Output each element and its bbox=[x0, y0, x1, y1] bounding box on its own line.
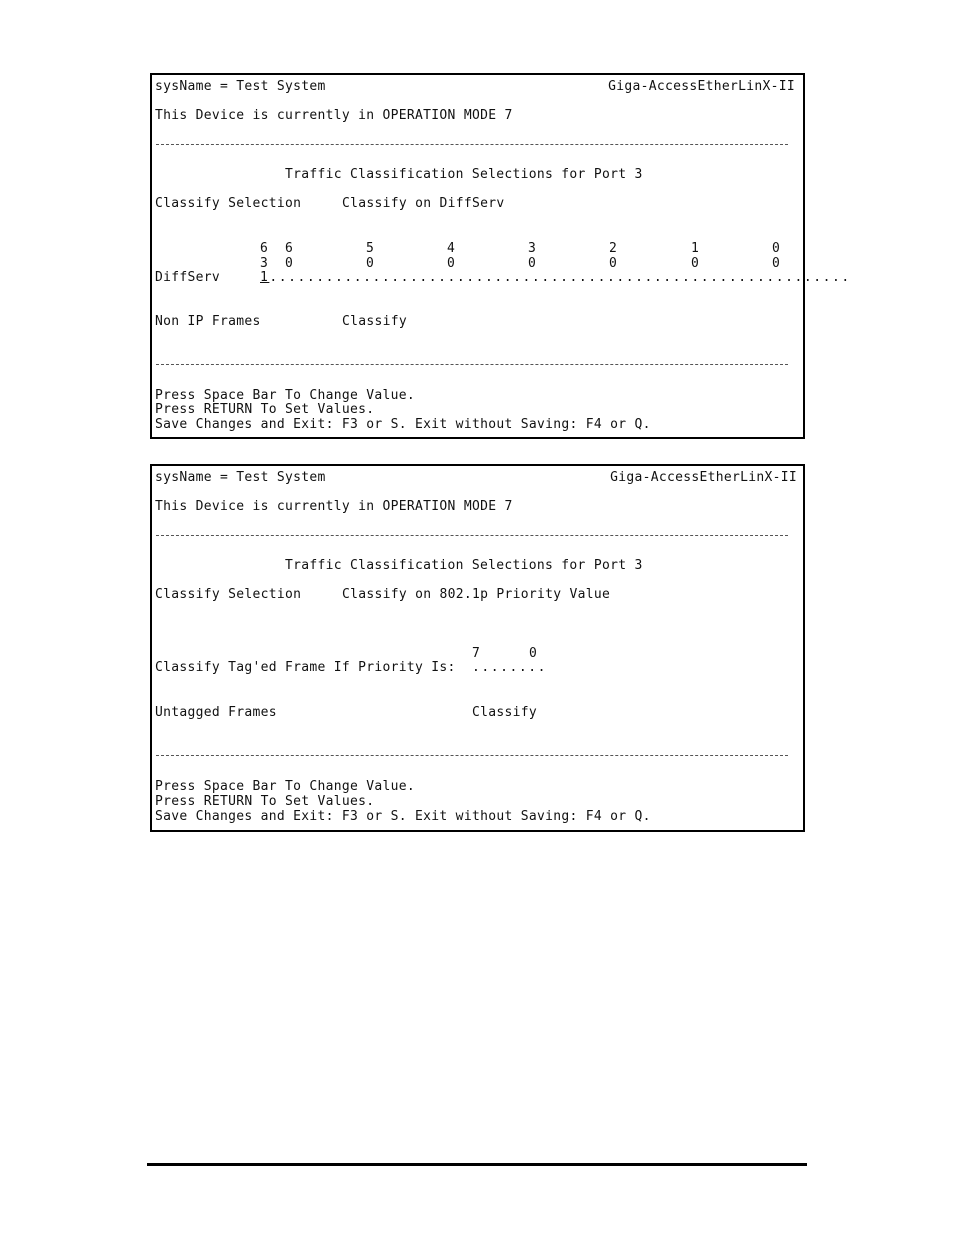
classify-selection-value[interactable]: Classify on 802.1p Priority Value bbox=[342, 587, 611, 602]
diffserv-bit-header: 3 bbox=[260, 256, 269, 271]
diffserv-bit-header: 0 bbox=[285, 256, 294, 271]
section-title: Traffic Classification Selections for Port 3 bbox=[285, 558, 643, 573]
diffserv-bit-header: 0 bbox=[691, 256, 700, 271]
separator-bottom bbox=[156, 755, 788, 756]
diffserv-bit-header: 6 bbox=[285, 241, 294, 256]
help-line: Press Space Bar To Change Value. bbox=[155, 388, 416, 403]
terminal-screen-diffserv bbox=[150, 73, 851, 439]
sysname-label: sysName = Test System bbox=[155, 79, 326, 94]
tagged-frame-priority-label: Classify Tag'ed Frame If Priority Is: bbox=[155, 660, 456, 675]
help-line: Press Space Bar To Change Value. bbox=[155, 779, 416, 794]
diffserv-bit-header: 6 bbox=[260, 241, 269, 256]
separator-top bbox=[156, 144, 788, 145]
operation-mode-line: This Device is currently in OPERATION MODE 7 bbox=[155, 499, 513, 514]
diffserv-bit-header: 3 bbox=[528, 241, 537, 256]
sysname-label: sysName = Test System bbox=[155, 470, 326, 485]
separator-top bbox=[156, 535, 788, 536]
diffserv-bit-header: 5 bbox=[366, 241, 375, 256]
field-cursor: 1 bbox=[260, 270, 270, 285]
priority-bit-values[interactable]: ........ bbox=[472, 660, 548, 675]
product-name: Giga-AccessEtherLinX-II bbox=[610, 470, 797, 485]
classify-selection-label: Classify Selection bbox=[155, 196, 302, 211]
operation-mode-line: This Device is currently in OPERATION MODE 7 bbox=[155, 108, 513, 123]
classify-selection-value[interactable]: Classify on DiffServ bbox=[342, 196, 505, 211]
non-ip-frames-label: Non IP Frames bbox=[155, 314, 261, 329]
page-footer-rule bbox=[147, 1163, 807, 1166]
help-line: Press RETURN To Set Values. bbox=[155, 402, 375, 417]
diffserv-label: DiffServ bbox=[155, 270, 221, 285]
help-line: Press RETURN To Set Values. bbox=[155, 794, 375, 809]
help-line: Save Changes and Exit: F3 or S. Exit without Saving: F4 or Q. bbox=[155, 417, 651, 432]
diffserv-value-field[interactable] bbox=[260, 270, 851, 285]
diffserv-bit-values: .............................................................. bbox=[269, 270, 851, 285]
terminal-screen-8021p bbox=[150, 464, 805, 832]
untagged-frames-label: Untagged Frames bbox=[155, 705, 277, 720]
diffserv-bit-header: 0 bbox=[366, 256, 375, 271]
classify-selection-label: Classify Selection bbox=[155, 587, 302, 602]
section-title: Traffic Classification Selections for Port 3 bbox=[285, 167, 643, 182]
untagged-frames-value[interactable]: Classify bbox=[472, 705, 538, 720]
non-ip-frames-value[interactable]: Classify bbox=[342, 314, 408, 329]
diffserv-bit-header: 1 bbox=[691, 241, 700, 256]
product-name: Giga-AccessEtherLinX-II bbox=[608, 79, 795, 94]
diffserv-bit-header: 0 bbox=[447, 256, 456, 271]
separator-bottom bbox=[156, 364, 788, 365]
diffserv-bit-header: 0 bbox=[772, 256, 781, 271]
priority-header-high: 7 bbox=[472, 646, 481, 661]
help-line: Save Changes and Exit: F3 or S. Exit without Saving: F4 or Q. bbox=[155, 809, 651, 824]
diffserv-bit-header: 0 bbox=[609, 256, 618, 271]
diffserv-bit-header: 2 bbox=[609, 241, 618, 256]
priority-header-low: 0 bbox=[529, 646, 538, 661]
diffserv-bit-header: 4 bbox=[447, 241, 456, 256]
diffserv-bit-header: 0 bbox=[772, 241, 781, 256]
diffserv-bit-header: 0 bbox=[528, 256, 537, 271]
